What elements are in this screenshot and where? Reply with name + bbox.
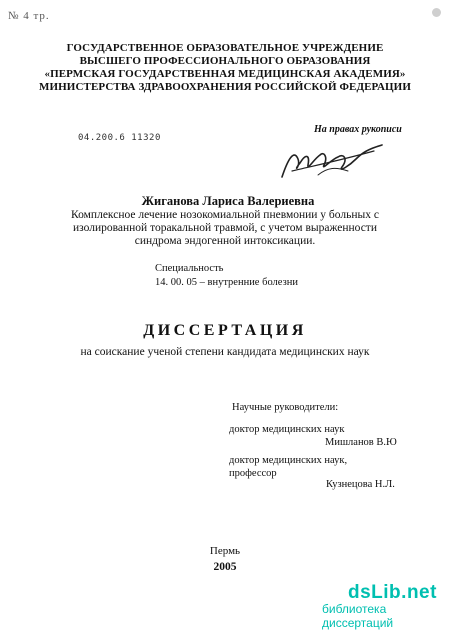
watermark-logo: dsLib.net — [348, 582, 437, 603]
city: Пермь — [209, 545, 241, 557]
institution-line-1: ГОСУДАРСТВЕННОЕ ОБРАЗОВАТЕЛЬНОЕ УЧРЕЖДЕНИЕ — [66, 42, 384, 54]
manuscript-rights-note: На правах рукописи — [314, 124, 402, 135]
supervisor-2-name: Кузнецова Н.Л. — [326, 479, 395, 490]
year: 2005 — [213, 561, 237, 573]
institution-line-2: ВЫСШЕГО ПРОФЕССИОНАЛЬНОГО ОБРАЗОВАНИЯ — [79, 55, 371, 67]
supervisors-label: Научные руководители: — [232, 402, 339, 413]
institution-line-4: МИНИСТЕРСТВА ЗДРАВООХРАНЕНИЯ РОССИЙСКОЙ ФЕДЕРАЦИИ — [39, 81, 411, 93]
library-stamp-number: 04.200.6 11320 — [78, 133, 161, 143]
supervisor-1-degree: доктор медицинских наук — [229, 424, 345, 435]
institution-line-3: «ПЕРМСКАЯ ГОСУДАРСТВЕННАЯ МЕДИЦИНСКАЯ АКАДЕМИЯ» — [44, 68, 406, 80]
dissertation-heading: ДИССЕРТАЦИЯ — [143, 322, 307, 339]
specialty-label: Специальность — [155, 263, 224, 274]
watermark-text: библиотека диссертаций — [322, 602, 394, 630]
thesis-title-line-1: Комплексное лечение нозокомиальной пневмонии у больных с — [71, 209, 379, 221]
thesis-title-line-3: синдрома эндогенной интоксикации. — [134, 235, 316, 247]
specialty-value: 14. 00. 05 – внутренние болезни — [155, 277, 298, 288]
dissertation-subheading: на соискание ученой степени кандидата медицинских наук — [80, 346, 370, 358]
thesis-title-line-2: изолированной торакальной травмой, с учетом выраженности — [72, 222, 377, 234]
hole-punch-mark — [432, 8, 441, 17]
supervisor-2-degree: доктор медицинских наук, — [229, 455, 348, 466]
supervisor-2-title: профессор — [229, 468, 277, 479]
author-name: Жиганова Лариса Валериевна — [141, 194, 315, 208]
corner-handwritten-mark: № 4 тр. — [8, 10, 50, 22]
author-signature — [278, 137, 388, 185]
supervisor-1-name: Мишланов В.Ю — [325, 437, 397, 448]
